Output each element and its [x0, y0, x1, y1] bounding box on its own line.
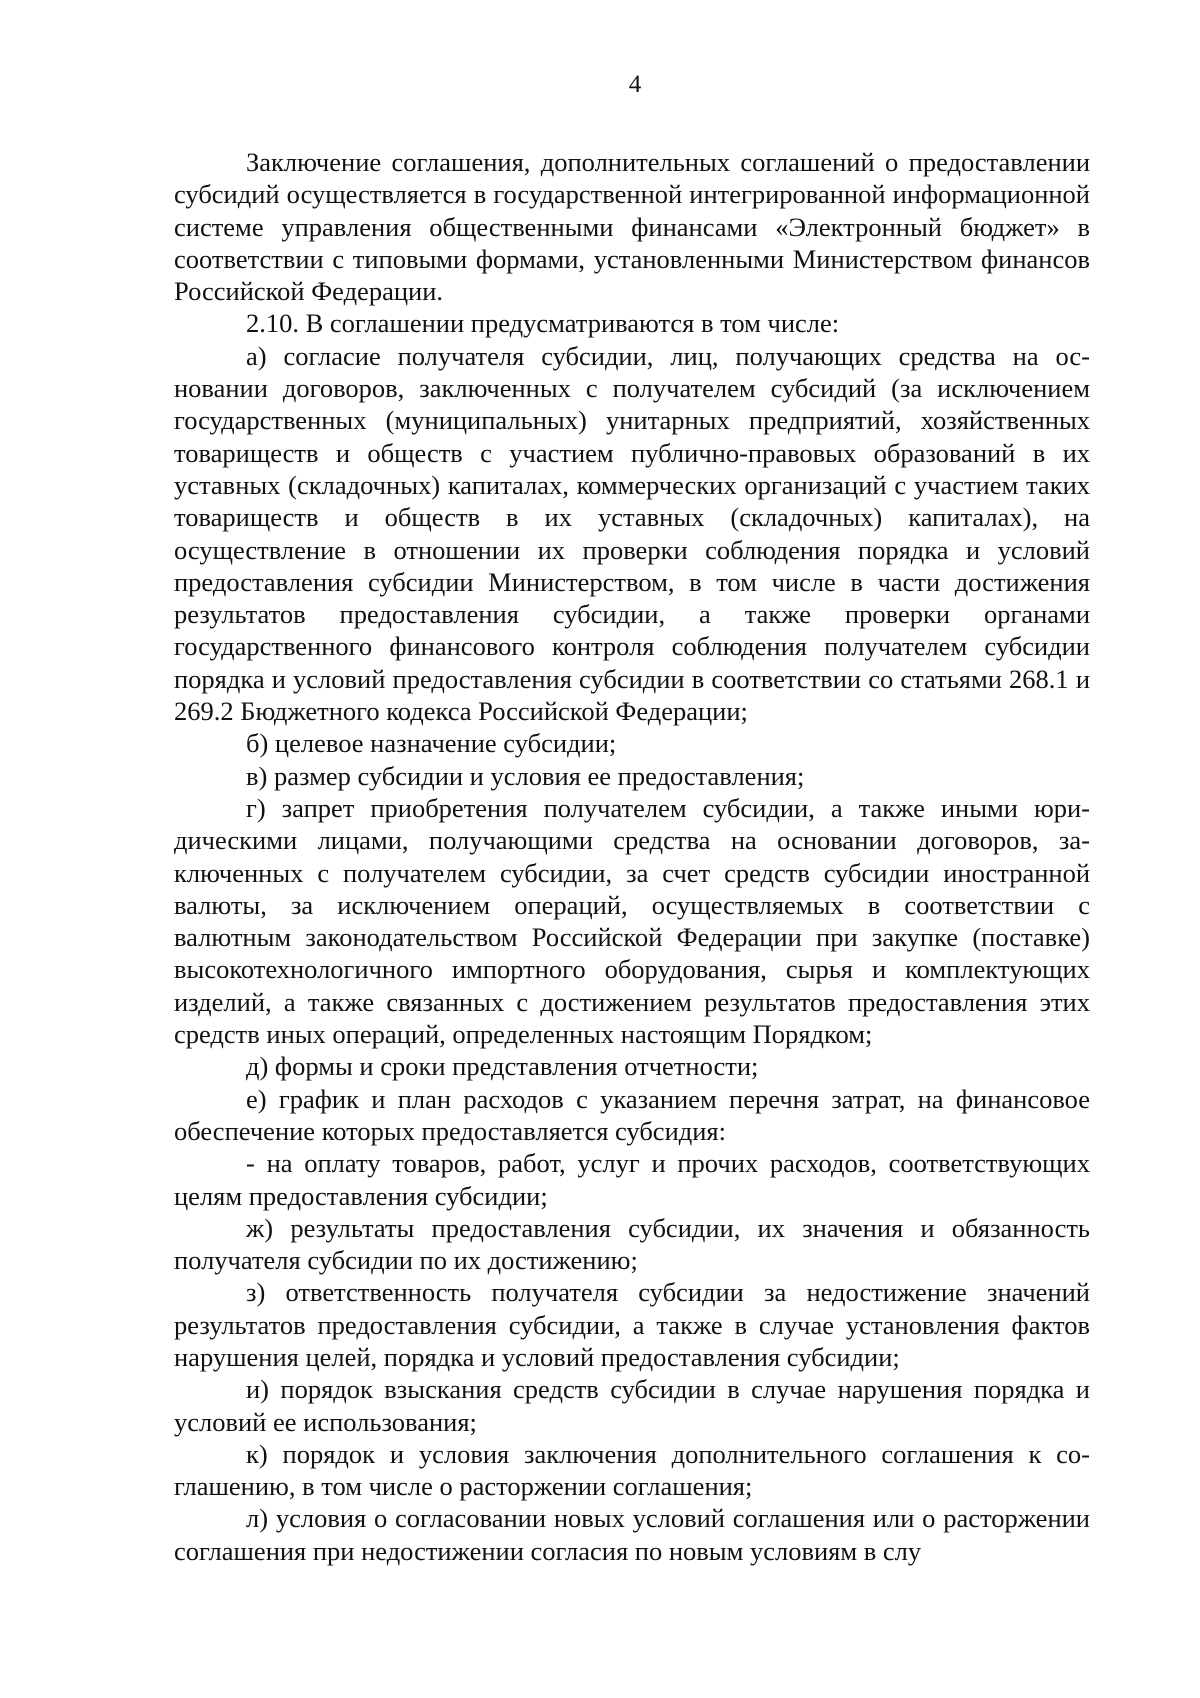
list-item-e-sub-dash: - на оплату товаров, работ, услуг и прочих расходов, соответствующих целям предоставления субсидии;: [174, 1148, 1090, 1211]
list-item-a: а) согласие получателя субсидии, лиц, получающих средства на основании договоров, заключенных с получателем субсидий (за исключением государственных (муниципальных) унитарных предприятий, хозяйственных товариществ и обществ с участием публично-правовых образований в их уставных (складочных) капиталах, коммерческих организаций с участием таких товариществ и обществ в их уставных (складочных) капиталах), на осуществление в отношении их проверки соблюдения порядка и условий предоставления субсидии Министерством, в том числе в части достижения результатов предоставления субсидии, а также проверки органами государственного финансового контроля соблюдения получателем субсидии порядка и условий предоставления субсидии в соответствии со статьями 268.1 и 269.2 Бюджетного кодекса Российской Федерации;: [174, 340, 1090, 727]
list-item-e: е) график и план расходов с указанием перечня затрат, на финансовое обеспечение которых предоставляется субсидия:: [174, 1083, 1090, 1146]
list-item-l: л) условия о согласовании новых условий соглашения или о расторжении соглашения при недостижении согласия по новым условиям в слу: [174, 1503, 1090, 1566]
list-item-zh: ж) результаты предоставления субсидии, их значения и обязанность получателя субсидии по их достижению;: [174, 1212, 1090, 1276]
paragraph-agreement-conclusion: Заключение соглашения, дополнительных соглашений о предоставлении субсидий осуществляется в государственной интегрированной информационной системе управления общественными финансами «Электронный бюджет» в соответствии с типовыми формами, установленными Министерством финансов Российской Федерации.: [174, 147, 1090, 307]
list-item-b: б) целевое назначение субсидии;: [246, 728, 617, 759]
list-item-g: г) запрет приобретения получателем субсидии, а также иными юридическими лицами, получающими средства на основании договоров, заключенных с получателем субсидии, за счет средств субсидии иностранной валюты, за исключением операций, осуществляемых в соответствии с валютным законодательством Российской Федерации при закупке (поставке) высокотехнологичного импортного оборудования, сырья и комплектующих изделий, а также связанных с достижением результатов предоставления этих средств иных операций, определенных настоящим Порядком;: [174, 792, 1090, 1050]
list-item-v: в) размер субсидии и условия ее предоставления;: [246, 760, 805, 791]
page-number: 4: [628, 71, 642, 98]
paragraph-2-10-heading: 2.10. В соглашении предусматриваются в том числе:: [246, 308, 840, 339]
document-body: [174, 146, 1090, 1567]
list-item-z: з) ответственность получателя субсидии за недостижение значений результатов предоставления субсидии, а также в случае установления фактов нарушения целей, порядка и условий предоставления субсидии;: [174, 1277, 1090, 1372]
list-item-i: и) порядок взыскания средств субсидии в случае нарушения порядка и условий ее использования;: [174, 1374, 1090, 1437]
list-item-k: к) порядок и условия заключения дополнительного соглашения к соглашению, в том числе о расторжении соглашения;: [174, 1438, 1090, 1502]
list-item-d: д) формы и сроки представления отчетности;: [246, 1051, 759, 1082]
